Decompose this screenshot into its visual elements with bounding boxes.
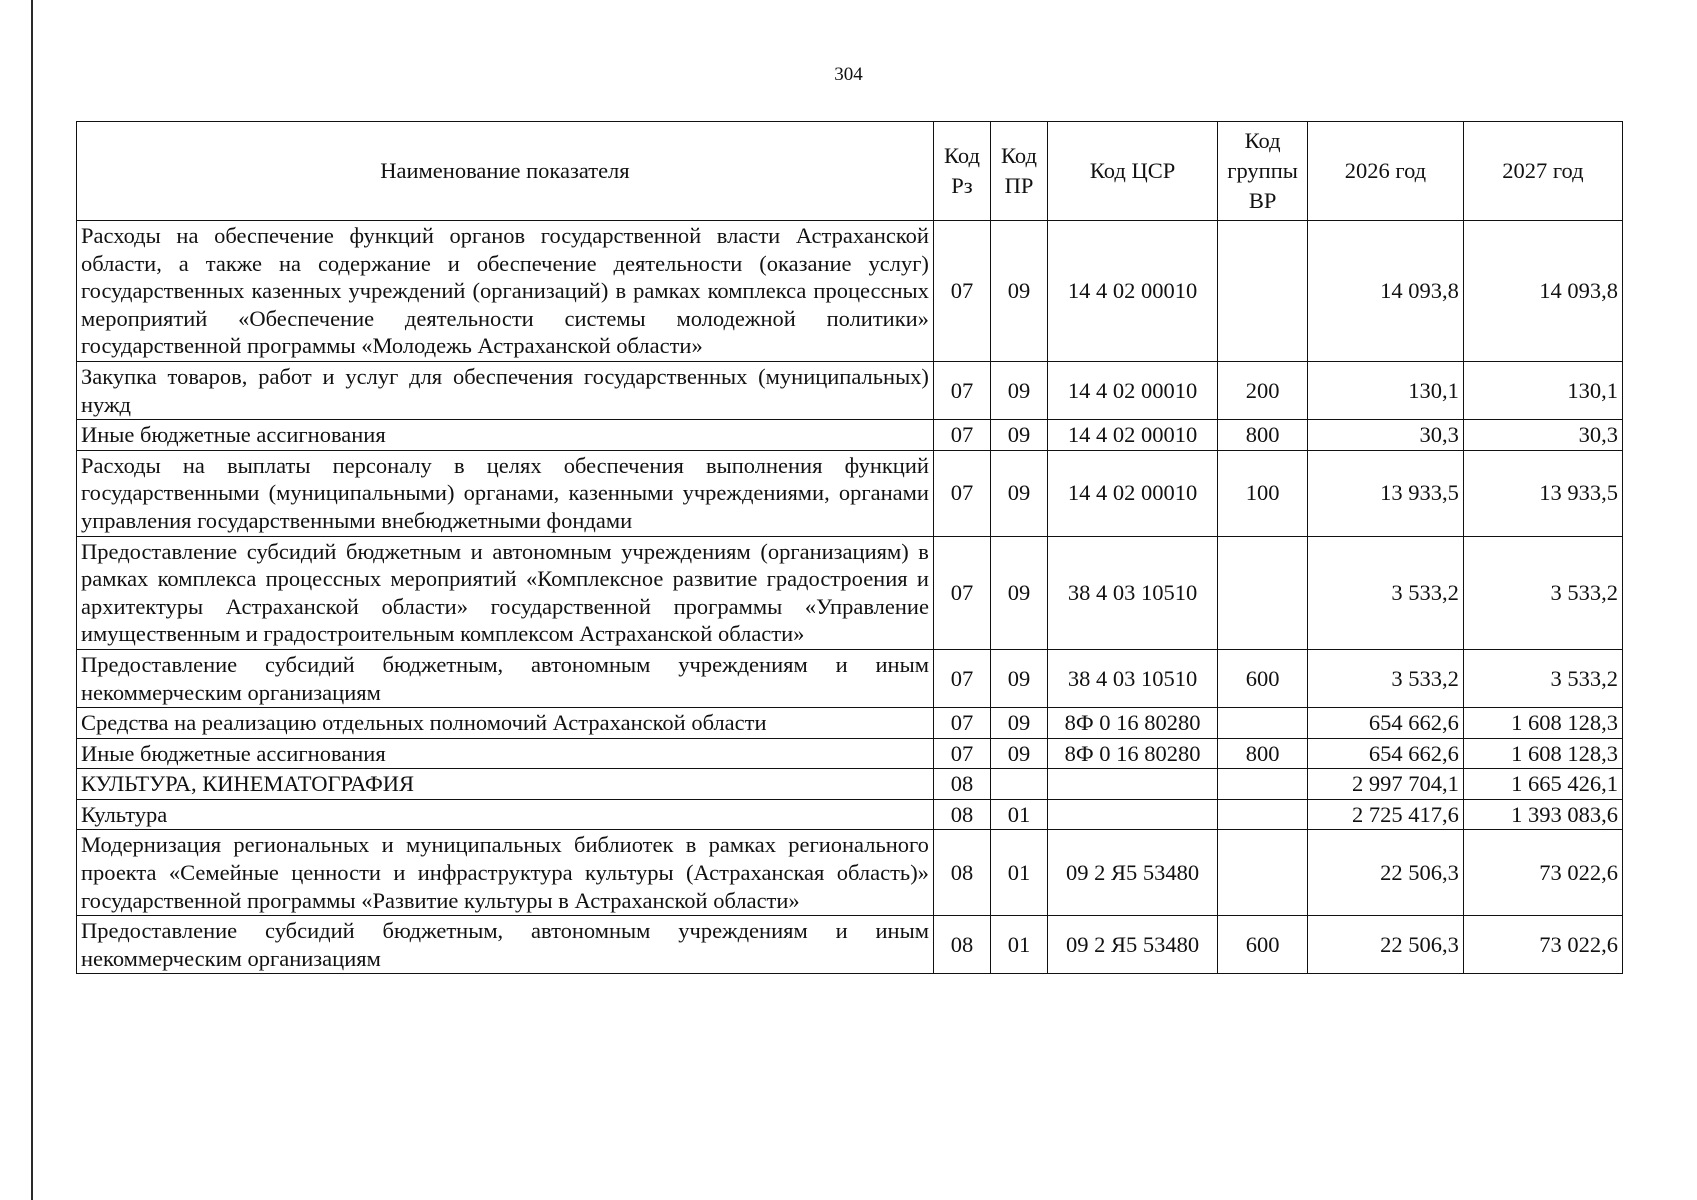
row-pr: 09 — [990, 450, 1047, 536]
row-vr — [1218, 536, 1308, 649]
row-name: Предоставление субсидий бюджетным и автономным учреждениям (организациям) в рамках комплекса процессных мероприятий «Комплексное развитие градостроения и архитектуры Астраханской области» государственной программы «Управление имущественным и градостроительным комплексом Астраханской области» — [77, 536, 934, 649]
row-pr: 09 — [990, 708, 1047, 739]
row-csr — [1048, 799, 1218, 830]
header-name: Наименование показателя — [77, 122, 934, 221]
row-csr: 8Ф 0 16 80280 — [1048, 708, 1218, 739]
row-vr — [1218, 799, 1308, 830]
row-pr: 09 — [990, 536, 1047, 649]
row-2026: 14 093,8 — [1308, 221, 1464, 362]
budget-table — [76, 121, 1623, 974]
row-rz: 08 — [933, 830, 990, 916]
table-row — [77, 916, 1623, 974]
row-pr: 09 — [990, 361, 1047, 419]
table-row — [77, 649, 1623, 707]
row-pr: 01 — [990, 830, 1047, 916]
table-row — [77, 769, 1623, 800]
header-2026: 2026 год — [1308, 122, 1464, 221]
row-rz: 07 — [933, 420, 990, 451]
row-2026: 13 933,5 — [1308, 450, 1464, 536]
row-csr: 14 4 02 00010 — [1048, 450, 1218, 536]
table-row — [77, 830, 1623, 916]
row-2027: 1 608 128,3 — [1463, 738, 1622, 769]
row-name: КУЛЬТУРА, КИНЕМАТОГРАФИЯ — [77, 769, 934, 800]
row-name: Иные бюджетные ассигнования — [77, 420, 934, 451]
table-row — [77, 420, 1623, 451]
row-rz: 07 — [933, 221, 990, 362]
row-csr: 09 2 Я5 53480 — [1048, 916, 1218, 974]
row-pr: 01 — [990, 799, 1047, 830]
header-rz: Код Рз — [933, 122, 990, 221]
row-2026: 2 997 704,1 — [1308, 769, 1464, 800]
row-pr: 01 — [990, 916, 1047, 974]
row-csr: 38 4 03 10510 — [1048, 536, 1218, 649]
header-vr: Код группы ВР — [1218, 122, 1308, 221]
row-csr: 14 4 02 00010 — [1048, 221, 1218, 362]
row-csr: 8Ф 0 16 80280 — [1048, 738, 1218, 769]
row-pr — [990, 769, 1047, 800]
row-2027: 1 665 426,1 — [1463, 769, 1622, 800]
row-name: Средства на реализацию отдельных полномочий Астраханской области — [77, 708, 934, 739]
row-name: Предоставление субсидий бюджетным, автономным учреждениям и иным некоммерческим организациям — [77, 649, 934, 707]
row-name: Предоставление субсидий бюджетным, автономным учреждениям и иным некоммерческим организациям — [77, 916, 934, 974]
header-pr: Код ПР — [990, 122, 1047, 221]
row-2027: 30,3 — [1463, 420, 1622, 451]
row-rz: 07 — [933, 536, 990, 649]
table-header-row — [77, 122, 1623, 221]
page-number: 304 — [834, 64, 863, 85]
row-name: Расходы на обеспечение функций органов государственной власти Астраханской области, а также на содержание и обеспечение деятельности (оказание услуг) государственных казенных учреждений (организаций) в рамках комплекса процессных мероприятий «Обеспечение деятельности системы молодежной политики» государственной программы «Молодежь Астраханской области» — [77, 221, 934, 362]
row-2027: 13 933,5 — [1463, 450, 1622, 536]
row-rz: 07 — [933, 649, 990, 707]
table-row — [77, 738, 1623, 769]
row-2026: 3 533,2 — [1308, 649, 1464, 707]
row-vr — [1218, 221, 1308, 362]
row-name: Модернизация региональных и муниципальных библиотек в рамках регионального проекта «Семейные ценности и инфраструктура культуры (Астраханская область)» государственной программы «Развитие культуры в Астраханской области» — [77, 830, 934, 916]
row-vr: 200 — [1218, 361, 1308, 419]
row-csr — [1048, 769, 1218, 800]
row-pr: 09 — [990, 420, 1047, 451]
row-2026: 2 725 417,6 — [1308, 799, 1464, 830]
row-2027: 3 533,2 — [1463, 649, 1622, 707]
row-vr: 800 — [1218, 420, 1308, 451]
row-vr: 600 — [1218, 916, 1308, 974]
row-2026: 130,1 — [1308, 361, 1464, 419]
row-2026: 22 506,3 — [1308, 916, 1464, 974]
row-pr: 09 — [990, 649, 1047, 707]
header-csr: Код ЦСР — [1048, 122, 1218, 221]
row-2026: 654 662,6 — [1308, 708, 1464, 739]
row-vr: 100 — [1218, 450, 1308, 536]
row-csr: 38 4 03 10510 — [1048, 649, 1218, 707]
row-pr: 09 — [990, 221, 1047, 362]
table-row — [77, 221, 1623, 362]
row-pr: 09 — [990, 738, 1047, 769]
row-2027: 73 022,6 — [1463, 830, 1622, 916]
row-2026: 22 506,3 — [1308, 830, 1464, 916]
row-csr: 14 4 02 00010 — [1048, 361, 1218, 419]
row-2026: 654 662,6 — [1308, 738, 1464, 769]
row-rz: 07 — [933, 708, 990, 739]
row-2027: 1 393 083,6 — [1463, 799, 1622, 830]
row-2027: 73 022,6 — [1463, 916, 1622, 974]
row-2027: 3 533,2 — [1463, 536, 1622, 649]
table-row — [77, 450, 1623, 536]
row-name: Закупка товаров, работ и услуг для обеспечения государственных (муниципальных) нужд — [77, 361, 934, 419]
row-2027: 1 608 128,3 — [1463, 708, 1622, 739]
row-2026: 30,3 — [1308, 420, 1464, 451]
table-row — [77, 361, 1623, 419]
row-name: Иные бюджетные ассигнования — [77, 738, 934, 769]
row-rz: 07 — [933, 450, 990, 536]
row-rz: 07 — [933, 361, 990, 419]
header-2027: 2027 год — [1463, 122, 1622, 221]
row-2027: 14 093,8 — [1463, 221, 1622, 362]
table-row — [77, 708, 1623, 739]
row-vr: 800 — [1218, 738, 1308, 769]
row-2027: 130,1 — [1463, 361, 1622, 419]
table-row — [77, 536, 1623, 649]
binding-line — [31, 0, 33, 1200]
row-csr: 09 2 Я5 53480 — [1048, 830, 1218, 916]
row-rz: 07 — [933, 738, 990, 769]
row-rz: 08 — [933, 769, 990, 800]
row-vr — [1218, 708, 1308, 739]
row-vr: 600 — [1218, 649, 1308, 707]
row-rz: 08 — [933, 799, 990, 830]
row-csr: 14 4 02 00010 — [1048, 420, 1218, 451]
row-name: Культура — [77, 799, 934, 830]
table-row — [77, 799, 1623, 830]
row-vr — [1218, 830, 1308, 916]
row-2026: 3 533,2 — [1308, 536, 1464, 649]
row-name: Расходы на выплаты персоналу в целях обеспечения выполнения функций государственными (муниципальными) органами, казенными учреждениями, органами управления государственными внебюджетными фондами — [77, 450, 934, 536]
row-vr — [1218, 769, 1308, 800]
row-rz: 08 — [933, 916, 990, 974]
